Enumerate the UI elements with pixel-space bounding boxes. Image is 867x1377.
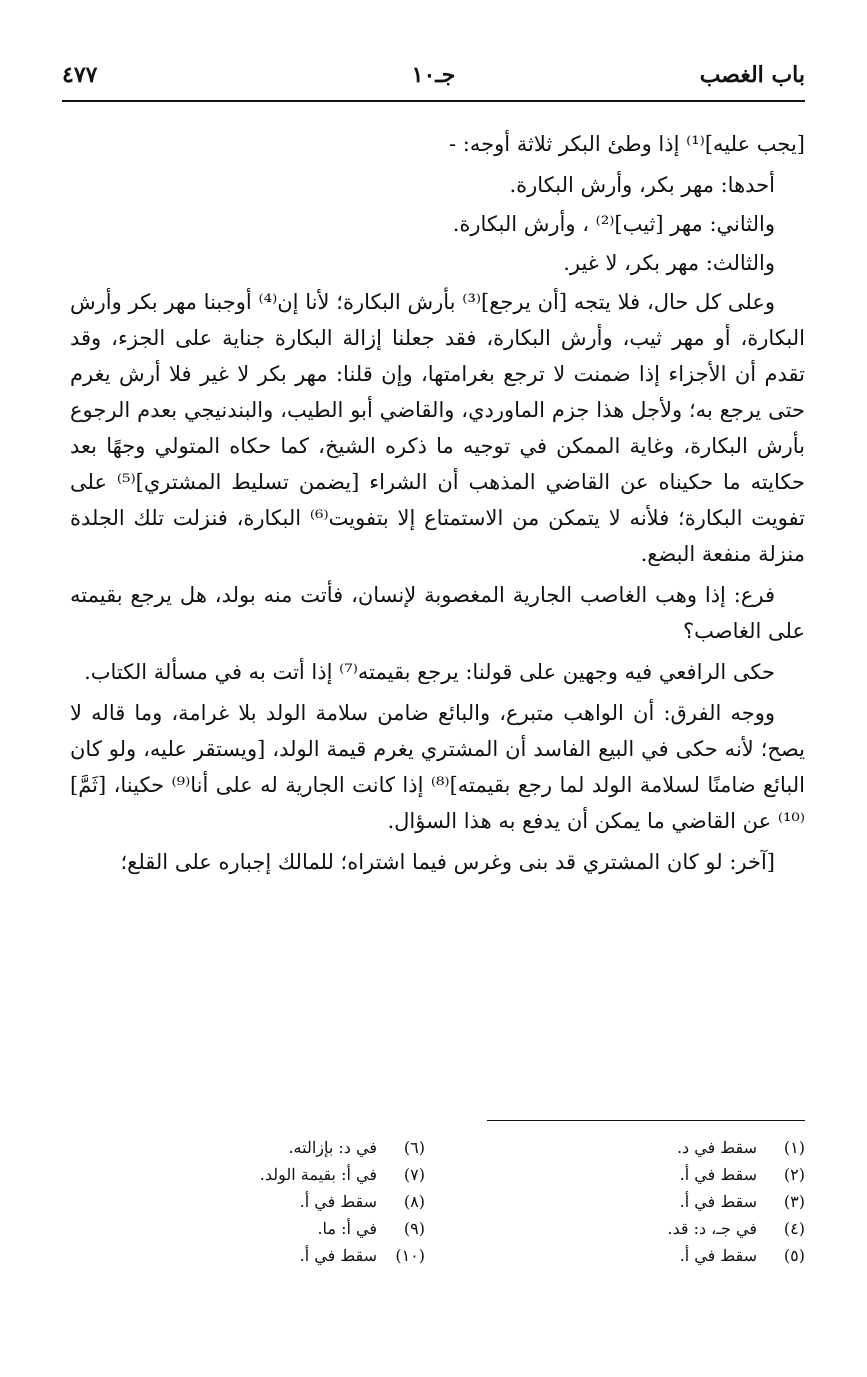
footnote-item — [105, 1188, 425, 1215]
main-text — [70, 126, 805, 885]
footnote-text: سقط في أ. — [299, 1192, 377, 1211]
page-number: ٤٧٧ — [62, 62, 98, 88]
footnote-number: (٢) — [783, 1165, 805, 1184]
paragraph-intro: [يجب عليه]⁽¹⁾ إذا وطئ البكر ثلاثة أوجه: - — [449, 132, 805, 156]
footnote-number: (٣) — [783, 1192, 805, 1211]
footnotes-column-right — [485, 1134, 805, 1269]
footnote-text: سقط في د. — [676, 1138, 757, 1157]
footnote-item — [485, 1242, 805, 1269]
footnote-text: في د: بإزالته. — [288, 1138, 377, 1157]
footnote-divider — [487, 1120, 805, 1121]
footnote-item — [105, 1161, 425, 1188]
footnote-item — [485, 1134, 805, 1161]
footnote-item — [105, 1242, 425, 1269]
paragraph-second-opinion: والثاني: مهر [ثيب]⁽²⁾ ، وأرش البكارة. — [452, 212, 775, 236]
footnote-text: في أ: ما. — [317, 1219, 377, 1238]
footnote-number: (١٠) — [395, 1246, 425, 1265]
footnote-item — [485, 1161, 805, 1188]
paragraph-first-opinion: أحدها: مهر بكر، وأرش البكارة. — [509, 173, 775, 197]
header-divider — [62, 100, 805, 102]
paragraph-rafii: حكى الرافعي فيه وجهين على قولنا: يرجع بقيمته⁽⁷⁾ إذا أتت به في مسألة الكتاب. — [84, 660, 775, 684]
footnote-item — [485, 1188, 805, 1215]
footnote-text: سقط في أ. — [299, 1246, 377, 1265]
paragraph-difference: ووجه الفرق: أن الواهب متبرع، والبائع ضامن سلامة الولد بلا غرامة، وما قاله لا يصح؛ لأنه حكى في البيع الفاسد أن المشتري يغرم قيمة الولد، [ويستقر عليه، ولو كان البائع ضامنًا لسلامة الولد لما رجع بقيمته]⁽⁸⁾ إذا كانت الجارية له على أنا⁽⁹⁾ حكينا، [ثَمَّ]⁽¹⁰⁾ عن القاضي ما يمكن أن يدفع به هذا السؤال. — [70, 701, 805, 833]
footnote-text: سقط في أ. — [679, 1192, 757, 1211]
paragraph-branch: فرع: إذا وهب الغاصب الجارية المغصوبة لإنسان، فأتت منه بولد، هل يرجع بقيمته على الغاصب؟ — [70, 583, 805, 643]
footnote-item — [105, 1215, 425, 1242]
footnote-number: (٩) — [403, 1219, 425, 1238]
paragraph-discussion: وعلى كل حال، فلا يتجه [أن يرجع]⁽³⁾ بأرش البكارة؛ لأنا إن⁽⁴⁾ أوجبنا مهر بكر وأرش البكارة، أو مهر ثيب، وأرش البكارة، فقد جعلنا إزالة البكارة جناية على الجزء، وقد تقدم أن الأجزاء إذا ضمنت لا ترجع بغرامتها، وإن قلنا: مهر بكر لا غير فلا أرش يغرم حتى يرجع به؛ ولأجل هذا جزم الماوردي، والقاضي أبو الطيب، والبندنيجي بعدم الرجوع بأرش البكارة، وغاية الممكن في توجيه ما ذكره الشيخ، كما حكاه المتولي وجهًا بعد حكايته ما حكيناه عن القاضي المذهب أن الشراء [يضمن تسليط المشتري]⁽⁵⁾ على تفويت البكارة؛ فلأنه لا يتمكن من الاستمتاع إلا بتفويت⁽⁶⁾ البكارة، فنزلت تلك الجلدة منزلة منفعة البضع. — [70, 290, 805, 566]
footnote-number: (٧) — [403, 1165, 425, 1184]
volume-label: جـ١٠ — [411, 62, 456, 88]
paragraph-third-opinion: والثالث: مهر بكر، لا غير. — [563, 251, 775, 275]
footnotes-column-left — [105, 1134, 425, 1269]
footnote-text: في جـ، د: قد. — [667, 1219, 757, 1238]
footnote-item — [105, 1134, 425, 1161]
footnote-number: (٨) — [403, 1192, 425, 1211]
footnote-text: في أ: بقيمة الولد. — [259, 1165, 377, 1184]
section-title: باب الغصب — [699, 62, 805, 88]
footnote-text: سقط في أ. — [679, 1246, 757, 1265]
footnote-number: (٦) — [403, 1138, 425, 1157]
footnote-number: (٥) — [783, 1246, 805, 1265]
paragraph-another: [آخر: لو كان المشتري قد بنى وغرس فيما اشتراه؛ للمالك إجباره على القلع؛ — [120, 850, 775, 874]
footnote-text: سقط في أ. — [679, 1165, 757, 1184]
footnote-number: (٤) — [783, 1219, 805, 1238]
footnote-item — [485, 1215, 805, 1242]
running-head — [62, 62, 805, 98]
footnote-number: (١) — [783, 1138, 805, 1157]
